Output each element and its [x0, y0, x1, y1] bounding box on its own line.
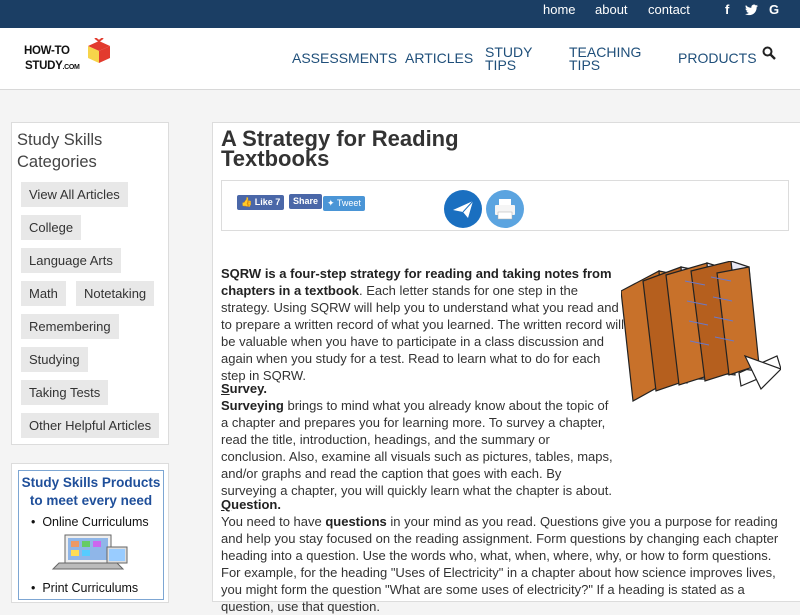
twitter-icon[interactable] — [745, 2, 758, 19]
about-link[interactable]: about — [595, 2, 628, 17]
logo-line2: STUDY.COM — [25, 60, 80, 72]
promo-title-1: Study Skills Products — [21, 475, 161, 490]
question-section: Question. You need to have questions in your mind as you read. Questions give you a purpose for reading and help you stay focused on the reading assignment. Form questions by changing each chapter heading into a question. Use the words who, what, when, where, why, or how to form questions. For example, for the heading "Uses of Electricity" in a chapter about how science improves lives, you might form the question "What are some uses of electricity?" If a heading is stated as a question, use that question. — [221, 497, 779, 614]
category-studying[interactable]: Studying — [21, 347, 88, 372]
products-promo[interactable] — [11, 463, 169, 603]
search-icon[interactable] — [762, 46, 776, 60]
nav-study-tips[interactable]: STUDY TIPS — [485, 44, 533, 73]
sidebar-title: Study Skills Categories — [17, 131, 103, 171]
category-math[interactable]: Math — [21, 281, 66, 306]
google-plus-icon[interactable]: G — [769, 2, 780, 17]
categories-sidebar — [11, 122, 169, 445]
nav-assessments[interactable]: ASSESSMENTS — [292, 50, 398, 66]
category-taking-tests[interactable]: Taking Tests — [21, 380, 108, 405]
contact-link[interactable]: contact — [648, 2, 690, 17]
email-button[interactable] — [444, 190, 482, 228]
promo-banner[interactable] — [18, 470, 164, 600]
facebook-icon[interactable]: f — [725, 2, 730, 17]
facebook-share-button[interactable]: Share — [289, 194, 322, 209]
print-button[interactable] — [486, 190, 524, 228]
category-notetaking[interactable]: Notetaking — [76, 281, 154, 306]
home-link[interactable]: home — [543, 2, 576, 17]
category-college[interactable]: College — [21, 215, 81, 240]
category-language-arts[interactable]: Language Arts — [21, 248, 121, 273]
category-view-all[interactable]: View All Articles — [21, 182, 128, 207]
promo-item: • Print Curriculums — [31, 581, 139, 595]
nav-teaching-tips[interactable]: TEACHING TIPS — [569, 44, 642, 73]
nav-articles[interactable]: ARTICLES — [405, 50, 474, 66]
top-bar — [0, 0, 800, 28]
share-bar — [221, 180, 789, 231]
category-other[interactable]: Other Helpful Articles — [21, 413, 159, 438]
page-title: A Strategy for Reading Textbooks — [221, 126, 459, 171]
article-panel — [212, 122, 800, 614]
logo-box-icon — [86, 38, 112, 64]
laptop-icon — [47, 533, 137, 573]
intro-paragraph-top: SQRW is a four-step strategy for reading and taking notes from chapters in a textbook. Each letter stands for one step in the strategy. Using SQRW will help you to understand what you read and to prepare a written record of what you learned. The written record will be valuable when you have to participate in a class discussion and again when you study for a test. Read to learn what to do for each step in SQRW. — [221, 266, 624, 383]
promo-title-2: to meet every need — [29, 493, 153, 508]
printer-icon — [486, 190, 524, 228]
site-header — [0, 28, 800, 90]
logo-line1: HOW-TO — [24, 45, 70, 57]
category-remembering[interactable]: Remembering — [21, 314, 119, 339]
promo-item: • Online Curriculums — [31, 515, 149, 529]
paper-plane-icon — [444, 190, 482, 228]
site-logo[interactable] — [24, 38, 119, 80]
nav-products[interactable]: PRODUCTS — [678, 50, 757, 66]
facebook-like-button[interactable]: 👍 Like 7 — [237, 195, 284, 210]
tweet-button[interactable]: ✦ Tweet — [323, 196, 365, 211]
survey-section: Survey. Surveying brings to mind what you already know about the topic of a chapter and prepares you for learning more. To survey a chapter, read the title, introduction, headings, and the summary or conclusion. Also, examine all visuals such as pictures, tables, maps, and/or graphs and read the caption that goes with each. By surveying a chapter, you will quickly learn what the chapter is about. — [221, 381, 613, 498]
